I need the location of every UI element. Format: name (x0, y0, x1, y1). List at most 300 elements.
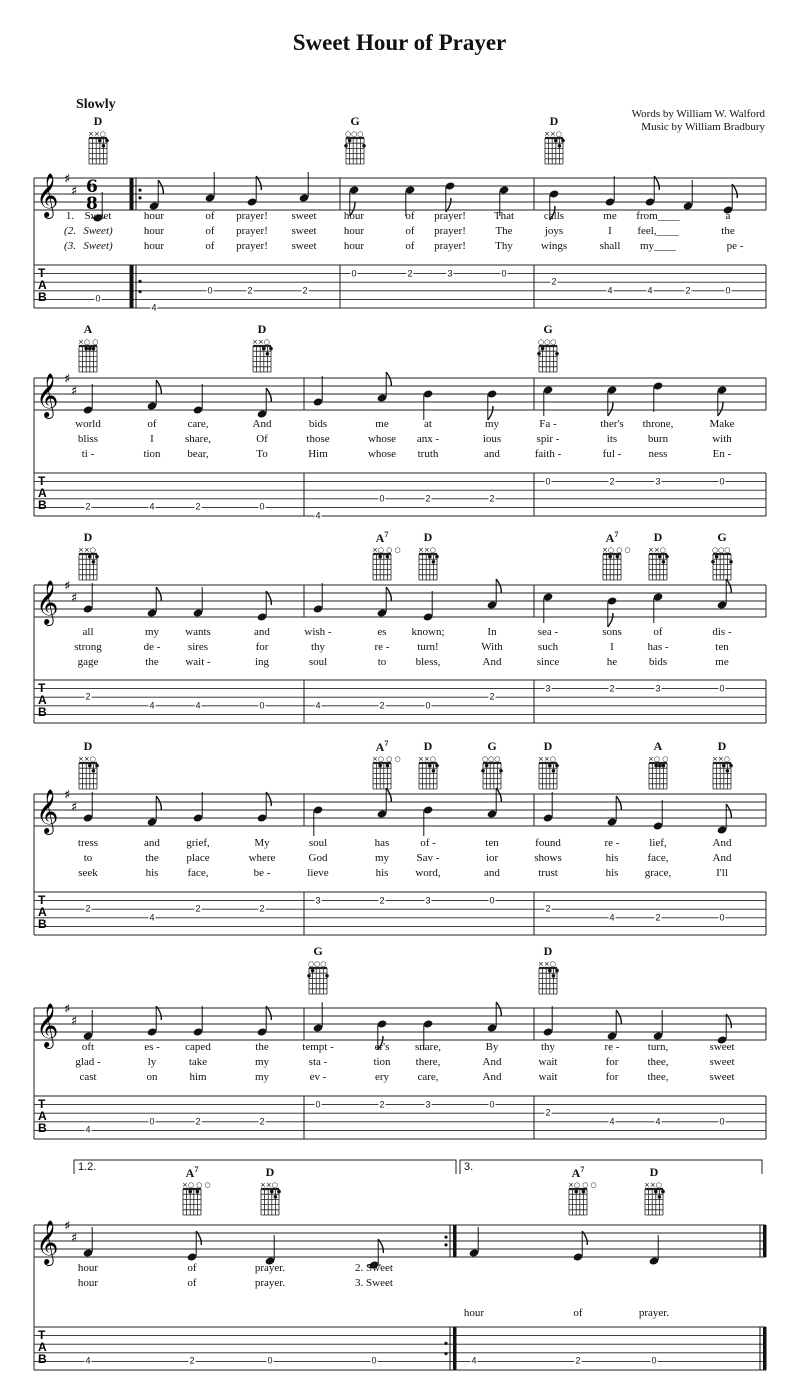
lyric-syllable: thee, (647, 1056, 669, 1068)
lyric-syllable: shows (534, 852, 562, 864)
chord-name: D (423, 739, 433, 753)
lyric-syllable: and (144, 837, 160, 849)
lyric-syllable: bear, (187, 448, 209, 460)
time-sig-bottom: 8 (86, 194, 98, 214)
lyric-syllable: grief, (186, 837, 210, 849)
lyric-syllable: ery (374, 1071, 390, 1083)
string-markers: ××○ (712, 755, 730, 763)
lyric-syllable: bliss (77, 433, 99, 445)
lyric-syllable: him (189, 1071, 207, 1083)
lyric-syllable: sweet (709, 1071, 735, 1083)
chord-diagram (645, 1189, 665, 1215)
tab-label-letter: B (38, 917, 47, 931)
lyric-syllable: for (605, 1071, 619, 1083)
lyric-syllable: my (484, 418, 500, 430)
lyric-syllable: faith - (534, 448, 562, 460)
lyric-syllable: from____ (636, 210, 680, 222)
lyric-syllable: of - (420, 837, 436, 849)
lyric-syllable: ten (715, 641, 729, 653)
lyric-syllable: prayer! (236, 225, 268, 237)
string-markers: ××○ (78, 755, 96, 763)
lyric-syllable: he (606, 656, 618, 668)
tab-fret-number: 2 (609, 683, 615, 694)
tab-fret-number: 2 (85, 501, 91, 512)
lyric-syllable: hour (77, 1277, 99, 1289)
lyric-syllable: of (573, 1307, 583, 1319)
lyric-syllable: on (146, 1071, 158, 1083)
tab-fret-number: 0 (207, 285, 213, 296)
string-markers: ××○ (538, 755, 556, 763)
string-markers: ×○ ○ ○ (182, 1181, 211, 1189)
tab-fret-number: 2 (379, 895, 385, 906)
string-markers: ××○ (538, 960, 556, 968)
tab-fret-number: 0 (351, 268, 357, 279)
string-markers: ○○○ (712, 546, 731, 554)
lyric-syllable: ti - (81, 448, 95, 460)
lyric-syllable: bids (308, 418, 328, 430)
chord-name: D (649, 1165, 659, 1179)
tab-fret-number: 0 (545, 476, 551, 487)
lyric-syllable: wants (185, 626, 211, 638)
lyric-syllable: take (188, 1056, 208, 1068)
sharp-icon: ♯ (64, 788, 71, 803)
chord-name: A (83, 322, 93, 336)
tab-fret-number: 0 (425, 700, 431, 711)
lyric-syllable: Make (709, 418, 735, 430)
tab-label-letter: B (38, 1352, 47, 1366)
lyric-syllable: has (374, 837, 390, 849)
tab-label-letter: A (38, 1340, 47, 1354)
lyric-syllable: re - (604, 837, 620, 849)
lyric-syllable: Sweet (84, 210, 112, 222)
lyric-syllable: shall (599, 240, 621, 252)
chord-name: G (717, 530, 727, 544)
lyric-syllable: prayer! (434, 225, 466, 237)
song-title: Sweet Hour of Prayer (292, 30, 507, 55)
tab-label-letter: T (38, 893, 46, 907)
lyric-syllable: Thy (495, 240, 513, 252)
lyric-syllable: Of (256, 433, 268, 445)
string-markers: ××○ (644, 1181, 662, 1189)
lyric-syllable: ev - (309, 1071, 327, 1083)
chord-diagram (183, 1189, 201, 1215)
chord-diagram (569, 1189, 587, 1215)
lyric-syllable: a (725, 210, 731, 222)
tab-fret-number: 3 (545, 683, 551, 694)
lyric-syllable: its (606, 433, 618, 445)
lyric-syllable: such (537, 641, 559, 653)
tab-fret-number: 2 (259, 903, 265, 914)
lyric-syllable: found (535, 837, 561, 849)
chord-name: D (265, 1165, 275, 1179)
lyric-syllable: known; (411, 626, 445, 638)
lyric-syllable: grace, (644, 867, 672, 879)
lyric-syllable: wait - (185, 656, 211, 668)
lyric-syllable: prayer! (434, 210, 466, 222)
sharp-icon: ♯ (71, 1231, 78, 1246)
chord-name: $A^7$ (185, 1165, 199, 1180)
tab-fret-number: 0 (489, 895, 495, 906)
lyric-syllable: ior (485, 852, 499, 864)
tab-label-letter: T (38, 266, 46, 280)
string-markers: ××○ (648, 546, 666, 554)
lyric-syllable: And (482, 656, 502, 668)
lyric-syllable: I (608, 225, 612, 237)
time-sig-top: 6 (86, 177, 98, 197)
tab-fret-number: 4 (85, 1355, 91, 1366)
string-markers: ××○ (418, 755, 436, 763)
lyric-syllable: my (144, 626, 160, 638)
lyric-syllable: care, (417, 1071, 439, 1083)
chord-name: D (93, 114, 103, 128)
lyric-syllable: face, (187, 867, 209, 879)
lyric-syllable: wait (538, 1071, 558, 1083)
lyric-syllable: And (252, 418, 272, 430)
lyric-syllable: God (308, 852, 328, 864)
lyric-syllable: hour (343, 210, 365, 222)
sharp-icon: ♯ (64, 1219, 71, 1234)
lyric-syllable: That (493, 210, 515, 222)
tab-fret-number: 2 (489, 493, 495, 504)
lyric-syllable: I (610, 641, 614, 653)
tab-label-letter: T (38, 681, 46, 695)
tab-label-letter: A (38, 1109, 47, 1123)
lyric-verse-line (0, 1261, 799, 1275)
tab-fret-number: 0 (501, 268, 507, 279)
tab-fret-number: 4 (85, 1124, 91, 1135)
lyric-syllable: for (255, 641, 269, 653)
lyric-syllable: those (306, 433, 330, 445)
tab-fret-number: 4 (151, 302, 157, 313)
lyric-syllable: to (377, 656, 387, 668)
lyric-verse-line (0, 1306, 799, 1320)
lyric-syllable: pe - (726, 240, 744, 252)
tab-label-letter: T (38, 1328, 46, 1342)
lyric-syllable: thee, (647, 1071, 669, 1083)
treble-clef-icon: 𝄞 (36, 1220, 59, 1264)
tab-label-letter: T (38, 1097, 46, 1111)
lyric-syllable: To (256, 448, 268, 460)
string-markers: ××○ (260, 1181, 278, 1189)
tab-fret-number: 4 (609, 1116, 615, 1127)
lyric-syllable: lief, (649, 837, 667, 849)
lyric-syllable: bless, (415, 656, 441, 668)
chord-name: $A^7$ (375, 530, 389, 545)
lyric-syllable: And (712, 852, 732, 864)
lyric-syllable: sires (187, 641, 209, 653)
lyric-syllable: truth (417, 448, 439, 460)
string-markers: ○○○ (482, 755, 501, 763)
lyric-syllable: es - (144, 1041, 160, 1053)
tab-fret-number: 2 (302, 285, 308, 296)
tab-fret-number: 0 (379, 493, 385, 504)
tab-label-letter: B (38, 705, 47, 719)
lyric-syllable: for (605, 1056, 619, 1068)
lyric-syllable: face, (647, 852, 669, 864)
tab-fret-number: 0 (719, 476, 725, 487)
lyric-syllable: glad - (75, 1056, 101, 1068)
tab-fret-number: 2 (247, 285, 253, 296)
lyric-syllable: (2. (64, 225, 76, 237)
lyric-syllable: prayer! (434, 240, 466, 252)
lyric-syllable: 1. (65, 210, 75, 222)
lyric-syllable: ful - (602, 448, 622, 460)
lyric-syllable: of (187, 1277, 197, 1289)
tab-label-letter: B (38, 290, 47, 304)
tab-fret-number: 2 (425, 493, 431, 504)
lyric-syllable: has - (647, 641, 669, 653)
tab-fret-number: 2 (379, 1099, 385, 1110)
lyric-syllable: With (481, 641, 503, 653)
lyric-syllable: wings (540, 240, 568, 252)
tab-fret-number: 4 (149, 700, 155, 711)
lyric-syllable: ing (254, 656, 270, 668)
lyric-syllable: of (653, 626, 663, 638)
lyric-syllable: er's (374, 1041, 390, 1053)
lyric-syllable: me (375, 418, 389, 430)
tab-fret-number: 4 (647, 285, 653, 296)
tab-fret-number: 2 (685, 285, 691, 296)
lyric-syllable: the (721, 225, 735, 237)
lyric-syllable: Fa - (539, 418, 557, 430)
lyric-syllable: Sweet) (83, 240, 113, 252)
tab-fret-number: 2 (195, 1116, 201, 1127)
lyric-syllable: and (484, 448, 500, 460)
lyric-syllable: hour (143, 240, 165, 252)
lyric-syllable: his (375, 867, 389, 879)
string-markers: ××○ (78, 546, 96, 554)
chord-name: G (350, 114, 360, 128)
lyric-syllable: whose (367, 448, 397, 460)
tab-label-letter: A (38, 486, 47, 500)
chord-name: D (653, 530, 663, 544)
lyric-verse-line (0, 1276, 799, 1290)
lyric-syllable: where (248, 852, 276, 864)
tab-fret-number: 0 (259, 501, 265, 512)
tab-fret-number: 0 (315, 1099, 321, 1110)
lyric-syllable: ious (482, 433, 502, 445)
string-markers: ×○ ○ ○ (372, 755, 401, 763)
lyric-syllable: wish - (304, 626, 332, 638)
lyric-syllable: And (712, 837, 732, 849)
tab-fret-number: 3 (425, 1099, 431, 1110)
lyric-syllable: ly (147, 1056, 157, 1068)
lyric-syllable: burn (647, 433, 669, 445)
lyric-syllable: ther's (600, 418, 624, 430)
lyric-syllable: my (374, 852, 390, 864)
lyric-syllable: Sav - (416, 852, 440, 864)
lyric-syllable: 2. Sweet (355, 1262, 393, 1274)
lyric-syllable: es (377, 626, 387, 638)
lyric-syllable: prayer! (236, 240, 268, 252)
lyric-syllable: hour (343, 225, 365, 237)
lyric-syllable: and (254, 626, 270, 638)
lyric-syllable: be - (253, 867, 271, 879)
sharp-icon: ♯ (64, 172, 71, 187)
string-markers: ×○ ○ ○ (602, 546, 631, 554)
string-markers: ○○○ (308, 960, 327, 968)
chord-name: $A^7$ (571, 1165, 585, 1180)
chord-name: $A^7$ (375, 739, 389, 754)
lyric-syllable: re - (374, 641, 390, 653)
lyric-syllable: sweet (291, 240, 317, 252)
tab-fret-number: 2 (489, 691, 495, 702)
lyric-syllable: me (603, 210, 617, 222)
lyric-syllable: anx - (416, 433, 440, 445)
lyric-syllable: prayer. (254, 1277, 286, 1289)
chord-name: G (543, 322, 553, 336)
sharp-icon: ♯ (71, 384, 78, 399)
lyric-syllable: since (536, 656, 560, 668)
treble-clef-icon: 𝄞 (36, 789, 59, 833)
tab-fret-number: 4 (195, 700, 201, 711)
string-markers: ××○ (418, 546, 436, 554)
volta-ending-label: 3. (464, 1161, 474, 1173)
lyric-syllable: of (405, 240, 415, 252)
lyric-syllable: cast (79, 1071, 97, 1083)
chord-name: D (257, 322, 267, 336)
lyric-syllable: soul (308, 837, 328, 849)
tab-fret-number: 0 (149, 1116, 155, 1127)
tab-fret-number: 2 (407, 268, 413, 279)
string-markers: ○○○ (538, 338, 557, 346)
string-markers: ××○ (252, 338, 270, 346)
lyric-syllable: feel,____ (637, 225, 679, 237)
lyric-syllable: ten (485, 837, 499, 849)
chord-name: D (83, 530, 93, 544)
chord-name: G (313, 944, 323, 958)
lyric-syllable: word, (415, 867, 441, 879)
tab-fret-number: 2 (85, 903, 91, 914)
lyric-syllable: spir - (536, 433, 560, 445)
tab-fret-number: 3 (655, 683, 661, 694)
tab-fret-number: 4 (315, 510, 321, 521)
lyric-syllable: the (255, 1041, 269, 1053)
lyric-syllable: prayer. (638, 1307, 670, 1319)
lyric-syllable: me (715, 656, 729, 668)
sharp-icon: ♯ (71, 800, 78, 815)
lyric-syllable: snare, (415, 1041, 441, 1053)
lyric-syllable: Him (308, 448, 328, 460)
lyric-syllable: world (75, 418, 101, 430)
tab-fret-number: 2 (195, 501, 201, 512)
tab-fret-number: 3 (425, 895, 431, 906)
lyric-syllable: Sweet) (83, 225, 113, 237)
tab-fret-number: 4 (149, 501, 155, 512)
lyric-syllable: ness (648, 448, 668, 460)
sharp-icon: ♯ (64, 372, 71, 387)
words-credit: Words by William W. Walford (631, 108, 765, 120)
sharp-icon: ♯ (64, 579, 71, 594)
chord-name: D (549, 114, 559, 128)
lyric-syllable: hour (463, 1307, 485, 1319)
lyric-syllable: wait (538, 1056, 558, 1068)
tab-fret-number: 0 (267, 1355, 273, 1366)
treble-clef-icon: 𝄞 (36, 173, 59, 217)
lyric-syllable: trust (538, 867, 558, 879)
lyric-syllable: hour (343, 240, 365, 252)
chord-name: G (487, 739, 497, 753)
lyric-syllable: re - (604, 1041, 620, 1053)
treble-clef-icon: 𝄞 (36, 580, 59, 624)
lyric-syllable: the (145, 656, 159, 668)
note (469, 1227, 480, 1258)
note (83, 1227, 94, 1258)
tab-fret-number: 3 (655, 476, 661, 487)
lyric-syllable: tempt - (302, 1041, 334, 1053)
tab-label-letter: A (38, 905, 47, 919)
lyric-syllable: hour (143, 210, 165, 222)
lyric-syllable: of (405, 210, 415, 222)
string-markers: ×○ ○ ○ (568, 1181, 597, 1189)
lyric-syllable: whose (367, 433, 397, 445)
tab-fret-number: 4 (149, 912, 155, 923)
lyric-syllable: And (482, 1071, 502, 1083)
tab-fret-number: 2 (379, 700, 385, 711)
lyric-syllable: I'll (716, 867, 728, 879)
tab-fret-number: 4 (607, 285, 613, 296)
lyric-syllable: I (150, 433, 154, 445)
lyric-syllable: turn, (647, 1041, 669, 1053)
lyric-syllable: sweet (291, 225, 317, 237)
tab-fret-number: 0 (95, 293, 101, 304)
lyric-syllable: his (605, 867, 619, 879)
treble-clef-icon: 𝄞 (36, 1003, 59, 1047)
lyric-syllable: sea - (537, 626, 559, 638)
lyric-syllable: my (254, 1056, 270, 1068)
lyric-syllable: By (485, 1041, 499, 1053)
tab-fret-number: 0 (489, 1099, 495, 1110)
tab-fret-number: 2 (85, 691, 91, 702)
lyric-syllable: sweet (709, 1041, 735, 1053)
lyric-syllable: sweet (709, 1056, 735, 1068)
lyric-syllable: En - (712, 448, 732, 460)
lyric-syllable: sta - (308, 1056, 328, 1068)
tab-fret-number: 3 (315, 895, 321, 906)
lyric-syllable: my (254, 1071, 270, 1083)
lyric-syllable: there, (415, 1056, 441, 1068)
lyric-syllable: of (187, 1262, 197, 1274)
string-markers: ×○ ○ (78, 338, 99, 346)
tab-fret-number: 0 (719, 683, 725, 694)
lyric-syllable: seek (78, 867, 98, 879)
lyric-syllable: prayer! (236, 210, 268, 222)
sharp-icon: ♯ (71, 184, 78, 199)
lyric-syllable: My (254, 837, 270, 849)
lyric-syllable: thy (310, 641, 326, 653)
chord-name: D (83, 739, 93, 753)
lyric-syllable: the (145, 852, 159, 864)
lyric-syllable: In (487, 626, 497, 638)
lyric-syllable: of (147, 418, 157, 430)
lyric-syllable: to (83, 852, 93, 864)
lyric-syllable: place (186, 852, 210, 864)
string-markers: ○○○ (345, 130, 364, 138)
lyric-syllable: dis - (712, 626, 732, 638)
tab-fret-number: 0 (259, 700, 265, 711)
lyric-syllable: sons (602, 626, 622, 638)
tab-fret-number: 2 (189, 1355, 195, 1366)
lyric-syllable: gage (77, 656, 99, 668)
tab-fret-number: 2 (545, 903, 551, 914)
string-markers: ××○ (88, 130, 106, 138)
lyric-syllable: and (484, 867, 500, 879)
lyric-syllable: 3. Sweet (355, 1277, 393, 1289)
lyric-syllable: his (145, 867, 159, 879)
lyric-syllable: my____ (639, 240, 677, 252)
lyric-syllable: hour (77, 1262, 99, 1274)
lyric-syllable: (3. (64, 240, 76, 252)
